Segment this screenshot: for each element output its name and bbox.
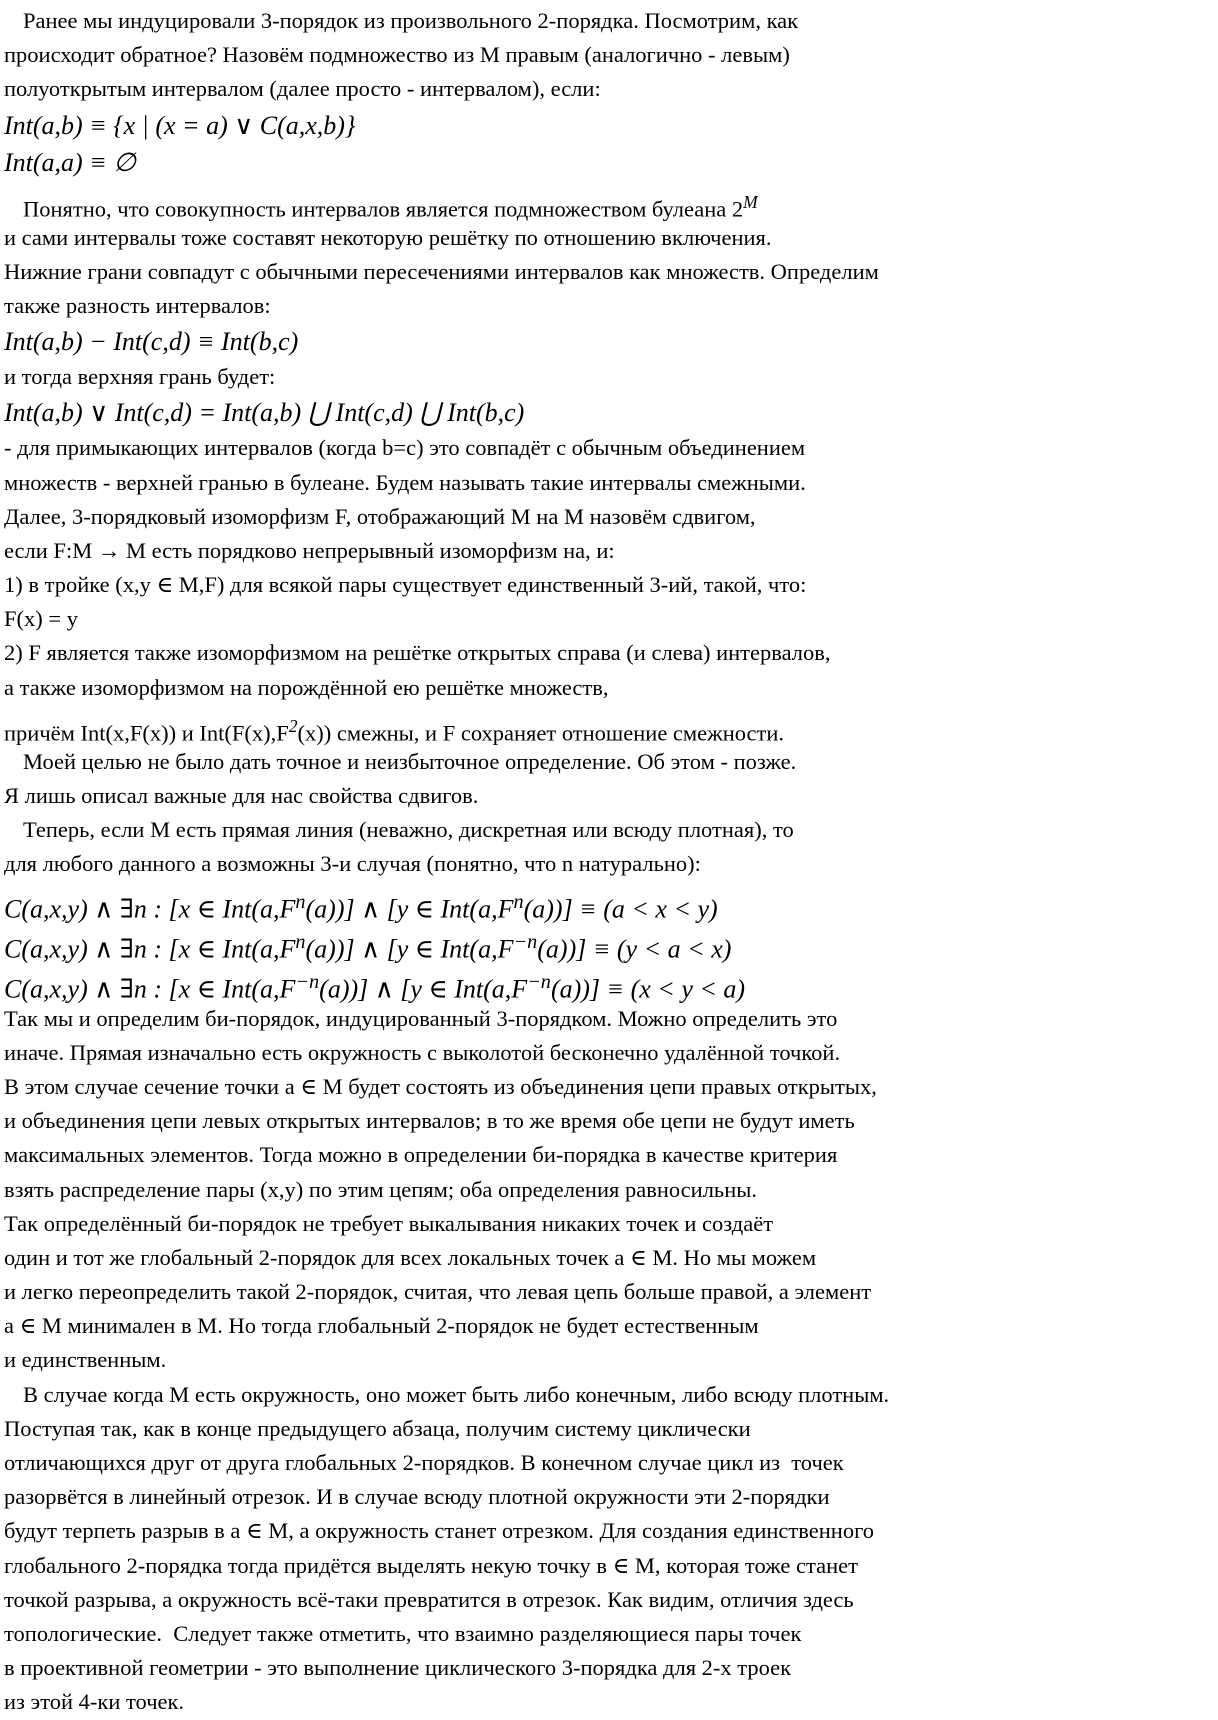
text-line	[4, 1275, 1218, 1309]
text-segment: также разность интервалов:	[4, 292, 271, 318]
text-line	[4, 568, 1218, 602]
text-line	[4, 745, 1218, 779]
text-segment: Int(a,b) ≡ {x | (x = a) ∨ C(a,x,b)}	[4, 110, 356, 140]
formula-line	[4, 922, 1218, 962]
text-segment: 1) в тройке (x,y ∈ M,F) для всякой пары существует единственный 3-ий, такой, что:	[4, 572, 807, 598]
text-segment: Теперь, если M есть прямая линия (неважно, дискретная или всюду плотная), то	[23, 817, 794, 843]
text-line	[4, 1036, 1218, 1070]
text-segment: C(a,x,y) ∧ ∃n : [x ∈ Int(a,F	[4, 974, 296, 1004]
text-line	[4, 813, 1218, 847]
text-line	[4, 4, 1218, 38]
text-line	[4, 181, 1218, 221]
text-segment: В этом случае сечение точки a ∈ M будет состоять из объединения цепи правых открытых,	[4, 1073, 877, 1099]
text-segment: для любого данного a возможны 3-и случая (понятно, что n натурально):	[4, 851, 701, 877]
superscript: n	[295, 930, 306, 953]
superscript: n	[295, 890, 306, 913]
text-line	[4, 1480, 1218, 1514]
text-segment: (a))] ≡ (a < x < y)	[523, 894, 718, 924]
formula-line	[4, 394, 1218, 431]
superscript: −n	[295, 970, 320, 993]
text-segment: (a))] ∧ [y ∈ Int(a,F	[305, 934, 514, 964]
text-segment: отличающихся друг от друга глобальных 2-порядков. В конечном случае цикл из точек	[4, 1450, 844, 1475]
text-segment: будут терпеть разрыв в a ∈ M, а окружность станет отрезком. Для создания единственного	[4, 1518, 874, 1544]
text-line	[4, 1173, 1218, 1207]
text-line	[4, 289, 1218, 323]
text-line	[4, 847, 1218, 881]
text-segment: Так определённый би-порядок не требует выкалывания никаких точек и создаёт	[4, 1210, 774, 1236]
text-line	[4, 500, 1218, 534]
text-line	[4, 1549, 1218, 1583]
text-segment: В случае когда M есть окружность, оно может быть либо конечным, либо всюду плотным.	[23, 1381, 890, 1407]
text-segment: (a))] ∧ [y ∈ Int(a,F	[305, 894, 514, 924]
text-line	[4, 1685, 1218, 1719]
text-line	[4, 1446, 1218, 1480]
text-segment: и тогда верхняя грань будет:	[4, 364, 276, 390]
text-line	[4, 534, 1218, 568]
text-segment: если F:M → M есть порядково непрерывный изоморфизм на, и:	[4, 537, 615, 563]
text-segment: C(a,x,y) ∧ ∃n : [x ∈ Int(a,F	[4, 934, 296, 964]
formula-line	[4, 323, 1218, 360]
formula-line	[4, 962, 1218, 1002]
text-line	[4, 1070, 1218, 1104]
text-line	[4, 1207, 1218, 1241]
text-line	[4, 779, 1218, 813]
text-line	[4, 1514, 1218, 1548]
text-segment: (a))] ≡ (y < a < x)	[537, 934, 732, 964]
text-segment: взять распределение пары (x,y) по этим цепям; оба определения равносильны.	[4, 1176, 757, 1202]
text-line	[4, 602, 1218, 636]
text-segment: 2) F является также изоморфизмом на решётке открытых справа (и слева) интервалов,	[4, 640, 831, 666]
text-line	[4, 431, 1218, 465]
text-segment: Int(a,b) − Int(c,d) ≡ Int(b,c)	[4, 327, 299, 357]
text-line	[4, 1651, 1218, 1685]
text-segment: Int(a,b) ∨ Int(c,d) = Int(a,b) ⋃ Int(c,d) ⋃ Int(b,c)	[4, 398, 525, 428]
text-line	[4, 671, 1218, 705]
text-segment: Так мы и определим би-порядок, индуцированный 3-порядком. Можно определить это	[4, 1005, 838, 1031]
text-line	[4, 466, 1218, 500]
text-line	[4, 1343, 1218, 1377]
text-segment: (a))] ≡ (x < y < a)	[550, 974, 746, 1004]
text-segment: причём Int(x,F(x)) и Int(F(x),F	[4, 720, 289, 746]
text-segment: разорвётся в линейный отрезок. И в случае всюду плотной окружности эти 2-порядки	[4, 1484, 830, 1510]
text-segment: Поступая так, как в конце предыдущего абзаца, получим систему циклически	[4, 1415, 751, 1441]
text-segment: и сами интервалы тоже составят некоторую решётку по отношению включения.	[4, 224, 772, 250]
superscript: n	[513, 890, 524, 913]
text-segment: иначе. Прямая изначально есть окружность с выколотой бесконечно удалённой точкой.	[4, 1039, 841, 1065]
text-line	[4, 1412, 1218, 1446]
text-segment: топологические. Следует также отметить, что взаимно разделяющиеся пары точек	[4, 1620, 802, 1646]
text-line	[4, 636, 1218, 670]
superscript: −n	[527, 970, 551, 993]
superscript: 2	[288, 715, 298, 736]
formula-line	[4, 107, 1218, 144]
text-segment: и объединения цепи левых открытых интервалов; в то же время обе цепи не будут иметь	[4, 1108, 855, 1134]
text-segment: в проективной геометрии - это выполнение циклического 3-порядка для 2-х троек	[4, 1655, 792, 1681]
text-segment: Моей целью не было дать точное и неизбыточное определение. Об этом - позже.	[23, 748, 797, 774]
text-line	[4, 360, 1218, 394]
text-line	[4, 1002, 1218, 1036]
text-segment: Нижние грани совпадут с обычными пересечениями интервалов как множеств. Определим	[4, 258, 879, 284]
text-segment: Я лишь описал важные для нас свойства сдвигов.	[4, 783, 479, 808]
text-segment: а также изоморфизмом на порождённой ею решётке множеств,	[4, 674, 609, 700]
text-segment: и единственным.	[4, 1347, 167, 1373]
text-segment: (x)) смежны, и F сохраняет отношение смежности.	[297, 720, 785, 746]
text-segment: Далее, 3-порядковый изоморфизм F, отображающий M на M назовём сдвигом,	[4, 503, 756, 529]
text-segment: Понятно, что совокупность интервалов является подмножеством булеана 2	[23, 196, 744, 222]
text-segment: из этой 4-ки точек.	[4, 1689, 185, 1715]
text-segment: глобального 2-порядка тогда придётся выделять некую точку в ∈ M, которая тоже станет	[4, 1552, 858, 1578]
formula-line	[4, 144, 1218, 181]
text-segment: a ∈ M минимален в M. Но тогда глобальный 2-порядок не будет естественным	[4, 1313, 759, 1339]
text-segment: Ранее мы индуцировали 3-порядок из произвольного 2-порядка. Посмотрим, как	[23, 8, 799, 33]
text-line	[4, 1617, 1218, 1651]
text-line	[4, 221, 1218, 255]
text-line	[4, 705, 1218, 745]
text-line	[4, 72, 1218, 106]
text-line	[4, 1583, 1218, 1617]
text-line	[4, 1138, 1218, 1172]
text-segment: максимальных элементов. Тогда можно в определении би-порядка в качестве критерия	[4, 1142, 838, 1168]
text-segment: и легко переопределить такой 2-порядок, считая, что левая цепь больше правой, а элемент	[4, 1279, 872, 1305]
text-segment: множеств - верхней гранью в булеане. Будем называть такие интервалы смежными.	[4, 469, 806, 495]
text-segment: - для примыкающих интервалов (когда b=c) это совпадёт с обычным объединением	[4, 435, 806, 461]
superscript: −n	[513, 930, 538, 953]
text-segment: Int(a,a) ≡ ∅	[4, 147, 136, 177]
text-segment: C(a,x,y) ∧ ∃n : [x ∈ Int(a,F	[4, 894, 296, 924]
text-segment: точкой разрыва, а окружность всё-таки превратится в отрезок. Как видим, отличия здесь	[4, 1586, 854, 1612]
text-segment: F(x) = y	[4, 606, 78, 632]
text-line	[4, 1104, 1218, 1138]
text-segment: полуоткрытым интервалом (далее просто - интервалом), если:	[4, 76, 601, 102]
formula-line	[4, 882, 1218, 922]
text-line	[4, 1378, 1218, 1412]
text-line	[4, 38, 1218, 72]
text-segment: один и тот же глобальный 2-порядок для всех локальных точек a ∈ M. Но мы можем	[4, 1244, 817, 1270]
text-segment: (a))] ∧ [y ∈ Int(a,F	[319, 974, 528, 1004]
text-line	[4, 255, 1218, 289]
text-segment: происходит обратное? Назовём подмножество из M правым (аналогично - левым)	[4, 42, 790, 68]
text-line	[4, 1309, 1218, 1343]
superscript: M	[743, 191, 758, 212]
text-line	[4, 1241, 1218, 1275]
